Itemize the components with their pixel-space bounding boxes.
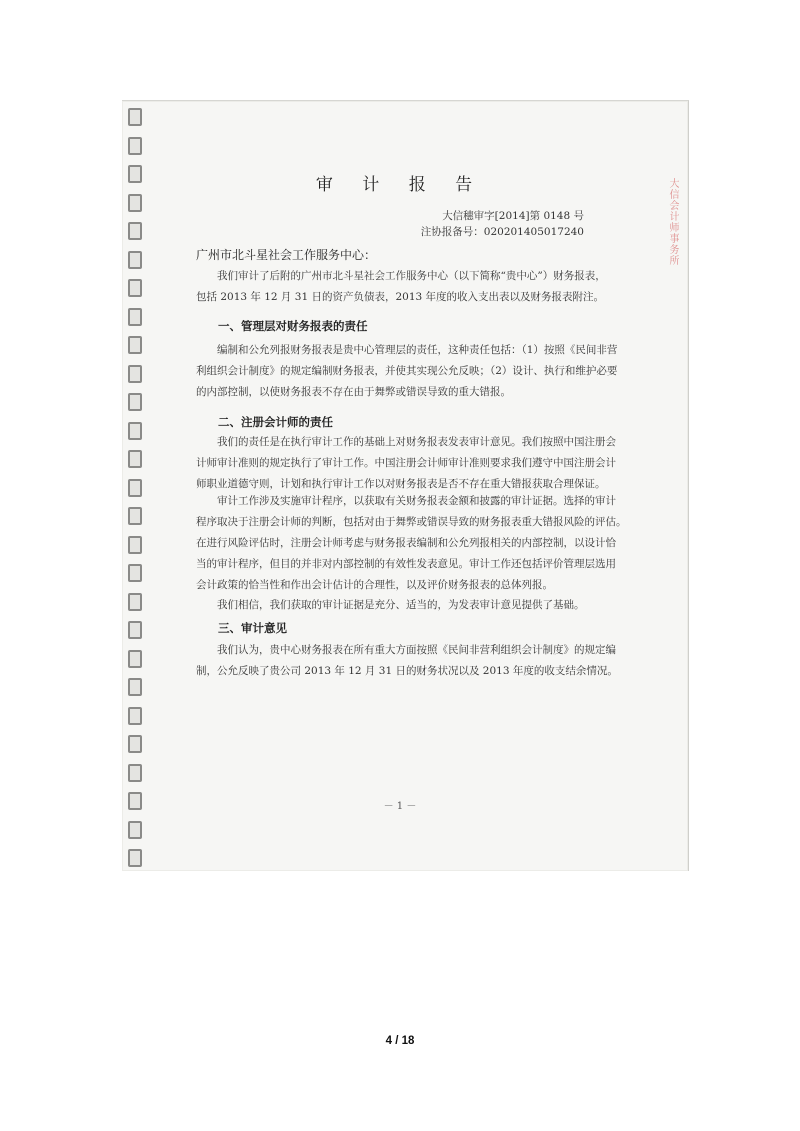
binding-ring: [128, 621, 142, 639]
text-line: 制，公允反映了贵公司 2013 年 12 月 31 日的财务状况以及 2013 年度的收支结余情况。: [196, 665, 618, 677]
section2-paragraph-3: [196, 595, 596, 616]
spiral-binding: [128, 108, 148, 868]
binding-ring: [128, 507, 142, 525]
binding-ring: [128, 849, 142, 867]
text-line: 包括 2013 年 12 月 31 日的资产负债表，2013 年度的收入支出表以及财务报表附注。: [196, 291, 605, 303]
text-line: 会计政策的恰当性和作出会计估计的合理性，以及评价财务报表的总体列报。: [196, 579, 553, 591]
inner-page-number: － 1 －: [383, 801, 417, 812]
section3-heading: 三、审计意见: [218, 621, 287, 635]
binding-ring: [128, 279, 142, 297]
binding-ring: [128, 593, 142, 611]
binding-ring: [128, 764, 142, 782]
text-line: 审计工作涉及实施审计程序，以获取有关财务报表金额和披露的审计证据。选择的审计: [217, 495, 616, 507]
binding-ring: [128, 479, 142, 497]
text-line: 的内部控制，以使财务报表不存在由于舞弊或错误导致的重大错报。: [196, 386, 511, 398]
section1-paragraph: [196, 340, 618, 403]
text-line: 计师审计准则的规定执行了审计工作。中国注册会计师审计准则要求我们遵守中国注册会计: [196, 457, 616, 469]
binding-ring: [128, 450, 142, 468]
binding-ring: [128, 536, 142, 554]
intro-paragraph: [196, 266, 606, 308]
text-line: 编制和公允列报财务报表是贵中心管理层的责任，这种责任包括：（1）按照《民间非营: [217, 344, 618, 356]
binding-ring: [128, 650, 142, 668]
binding-ring: [128, 735, 142, 753]
binding-ring: [128, 194, 142, 212]
reference-number: 大信穗审字[2014]第 0148 号: [442, 210, 584, 222]
binding-ring: [128, 251, 142, 269]
binding-ring: [128, 336, 142, 354]
text-line: 当的审计程序，但目的并非对内部控制的有效性发表意见。审计工作还包括评价管理层选用: [196, 558, 616, 570]
binding-ring: [128, 678, 142, 696]
text-line: 我们认为，贵中心财务报表在所有重大方面按照《民间非营利组织会计制度》的规定编: [217, 644, 616, 656]
binding-ring: [128, 365, 142, 383]
binding-ring: [128, 108, 142, 126]
red-stamp: 大信会计师事务所: [667, 178, 678, 266]
text-line: 程序取决于注册会计师的判断，包括对由于舞弊或错误导致的财务报表重大错报风险的评估。: [196, 516, 627, 528]
binding-ring: [128, 137, 142, 155]
report-title: 审 计 报 告: [315, 175, 485, 195]
section2-paragraph-2: [196, 491, 627, 596]
binding-ring: [128, 422, 142, 440]
binding-ring: [128, 821, 142, 839]
text-line: 师职业道德守则，计划和执行审计工作以对财务报表是否不存在重大错报获取合理保证。: [196, 478, 606, 490]
binding-ring: [128, 308, 142, 326]
binding-ring: [128, 393, 142, 411]
text-line: 我们审计了后附的广州市北斗星社会工作服务中心（以下简称“贵中心”）财务报表，: [217, 270, 606, 282]
text-line: 利组织会计制度》的规定编制财务报表，并使其实现公允反映；（2）设计、执行和维护必要: [196, 365, 618, 377]
section3-paragraph: [196, 640, 618, 682]
section2-heading: 二、注册会计师的责任: [218, 415, 333, 429]
binding-ring: [128, 564, 142, 582]
binding-ring: [128, 222, 142, 240]
section1-heading: 一、管理层对财务报表的责任: [218, 319, 368, 333]
text-line: 我们的责任是在执行审计工作的基础上对财务报表发表审计意见。我们按照中国注册会: [217, 436, 616, 448]
text-line: 在进行风险评估时，注册会计师考虑与财务报表编制和公允列报相关的内部控制，以设计恰: [196, 537, 616, 549]
text-line: 我们相信，我们获取的审计证据是充分、适当的，为发表审计意见提供了基础。: [217, 599, 585, 611]
addressee: 广州市北斗星社会工作服务中心：: [196, 248, 377, 262]
section2-paragraph-1: [196, 432, 616, 495]
binding-ring: [128, 707, 142, 725]
registration-number: 注协报备号：020201405017240: [420, 226, 584, 238]
page-indicator: 4 / 18: [385, 1035, 415, 1047]
